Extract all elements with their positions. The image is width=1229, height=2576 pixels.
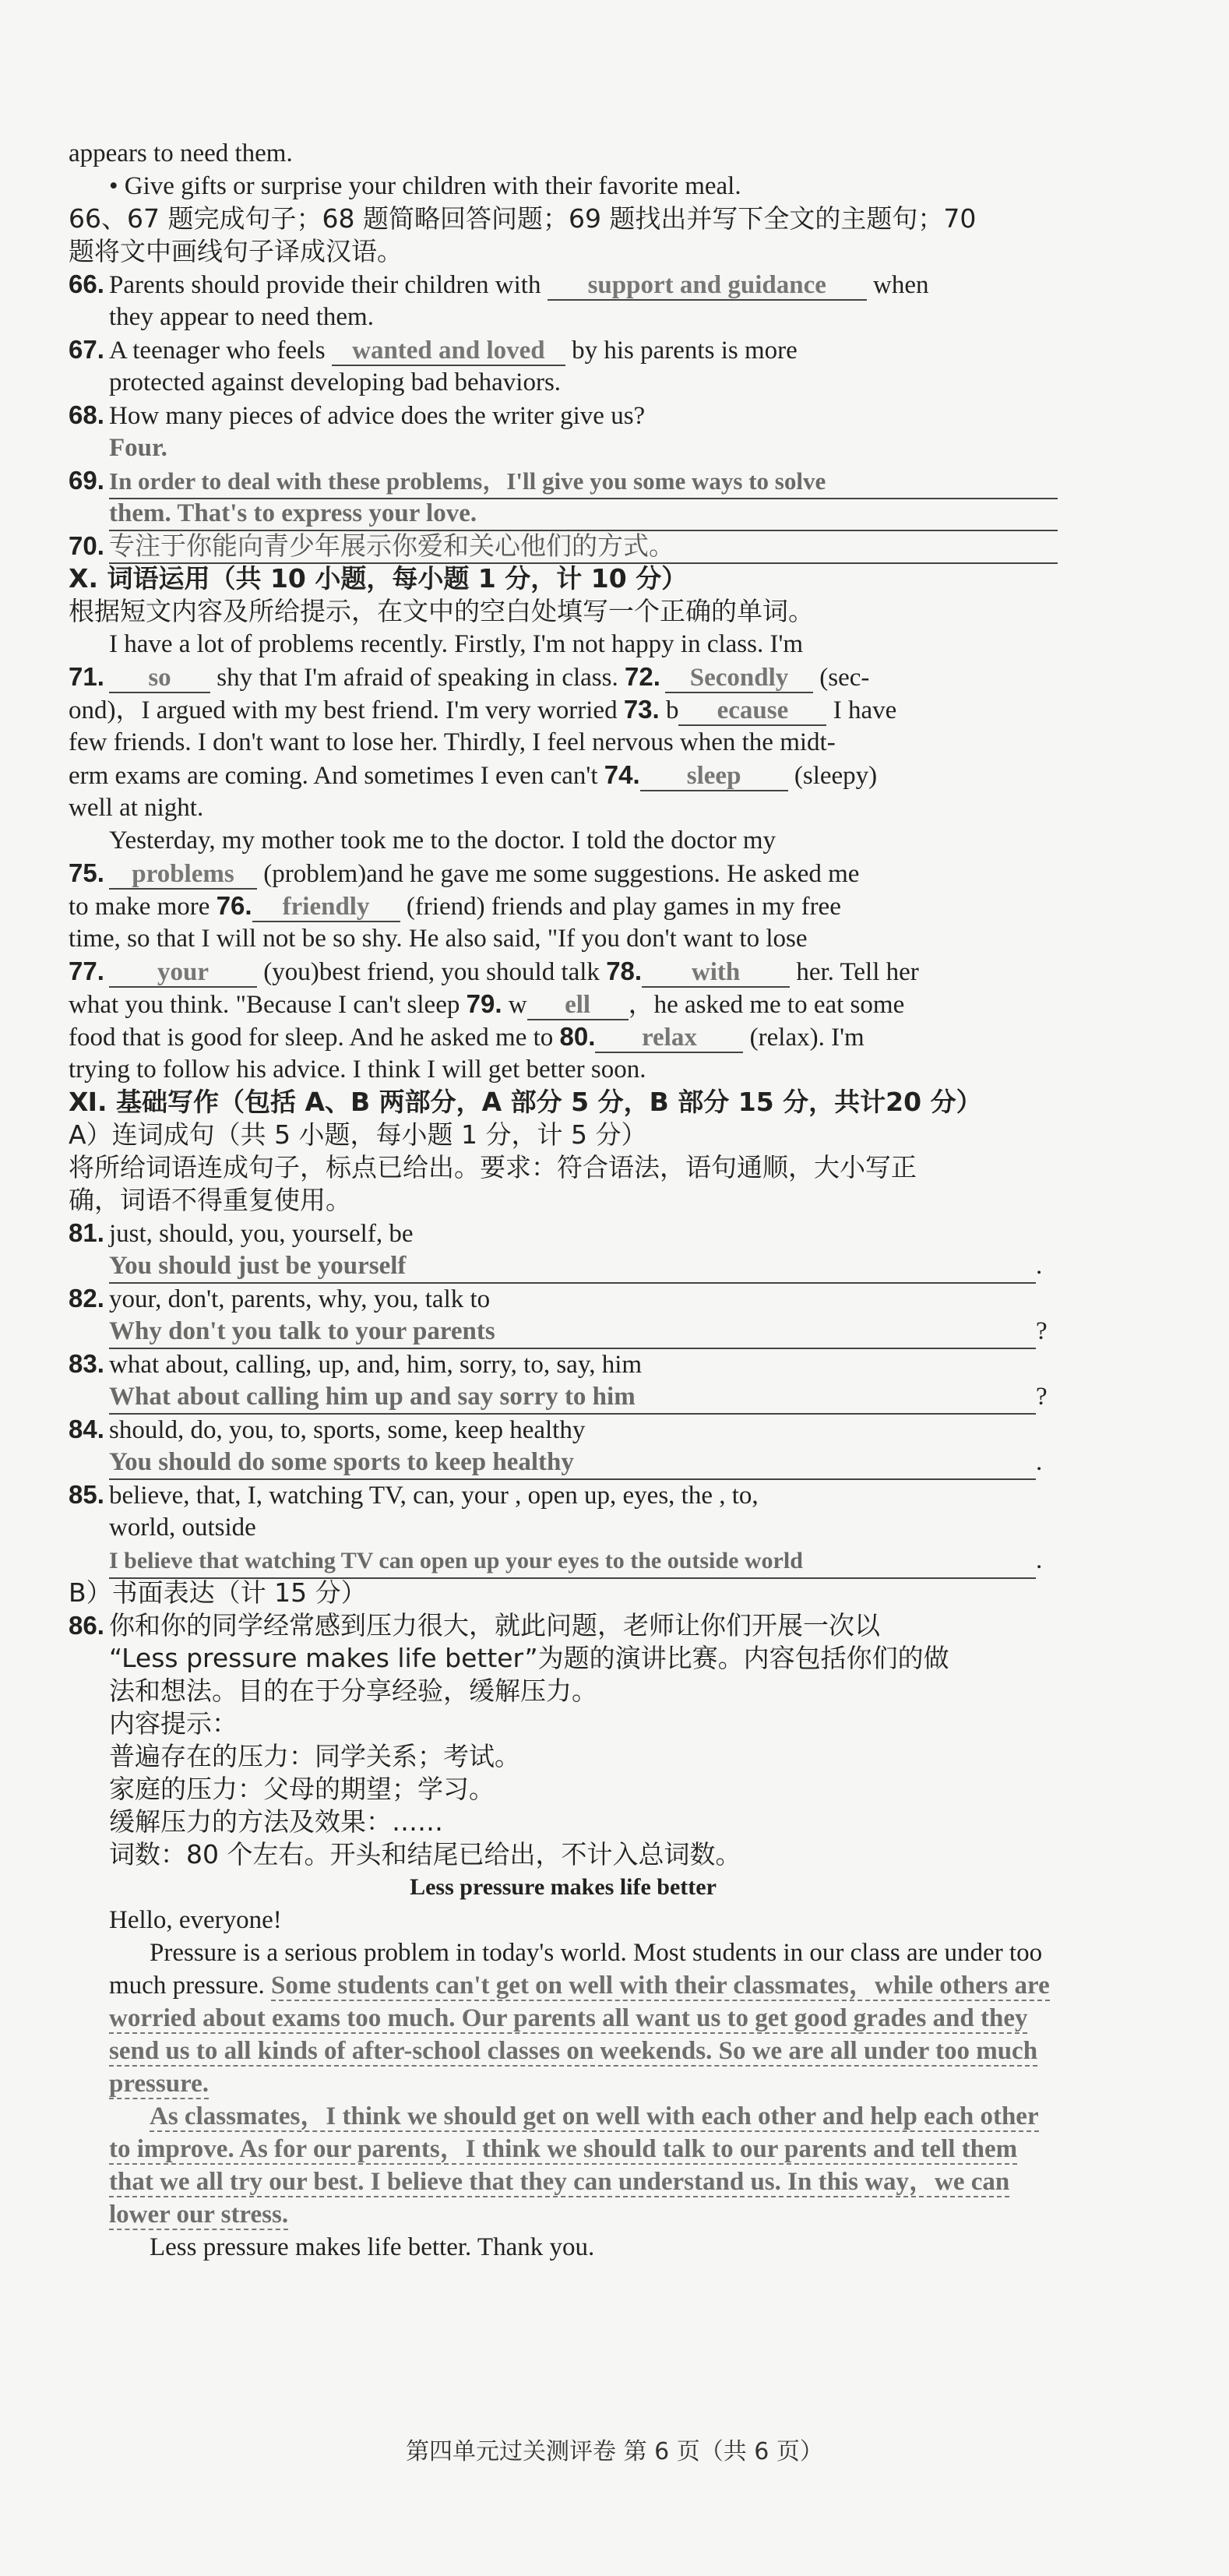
question-67 (69, 333, 1058, 366)
question-text: 普遍存在的压力：同学关系；考试。 (109, 1741, 520, 1771)
question-number: 71. (69, 662, 104, 691)
question-70 (69, 530, 1058, 562)
question-number: 83. (69, 1349, 104, 1378)
text-line (69, 759, 1058, 791)
answer-text[interactable]: You should just be yourself (109, 1249, 1036, 1284)
answer-line (69, 1249, 1058, 1282)
text: (sleepy) (794, 762, 878, 790)
answer-text[interactable]: What about calling him up and say sorry to him (109, 1380, 1036, 1415)
question-82 (69, 1282, 1058, 1315)
text: (problem)and he gave me some suggestions. He asked me (263, 860, 860, 888)
text: 66、67 题完成句子；68 题简略回答问题；69 题找出并写下全文的主题句；70 (69, 203, 977, 234)
answer-text[interactable]: them. That's to express your love. (109, 497, 1058, 531)
instruction (69, 595, 1058, 628)
question-number: 86. (69, 1611, 104, 1640)
text: Ⅹ. 词语运用（共 10 小题，每小题 1 分，计 10 分） (69, 563, 688, 594)
text: • Give gifts or surprise your children with their favorite meal. (109, 172, 741, 200)
text-line (69, 1675, 1058, 1707)
answer-line (69, 1446, 1058, 1478)
text-line (69, 170, 1058, 203)
punctuation: . (1036, 1546, 1043, 1574)
punctuation: ? (1036, 1317, 1048, 1345)
question-number: 75. (69, 858, 104, 887)
answer-blank[interactable]: with (642, 958, 790, 988)
part-title (69, 1119, 1058, 1151)
question-number: 78. (606, 957, 643, 985)
text: Pressure is a serious problem in today's world. Most students in our class are under too much pressure. (109, 1939, 1043, 2000)
section-title (69, 1086, 1058, 1119)
text: appears to need them. (69, 139, 293, 167)
answer-blank[interactable]: relax (595, 1024, 743, 1053)
answer-line (69, 1380, 1058, 1413)
text: b (665, 696, 679, 724)
question-number: 81. (69, 1218, 104, 1247)
text: 题将文中画线句子译成汉语。 (69, 236, 403, 266)
question-text: just, should, you, yourself, be (109, 1220, 414, 1248)
question-69 (69, 464, 1058, 497)
answer-blank[interactable]: support and guidance (548, 271, 867, 301)
text-line (69, 857, 1058, 890)
answer-blank[interactable]: friendly (252, 893, 400, 922)
question-text: A teenager who feels (109, 337, 326, 365)
page-footer (0, 2432, 1229, 2466)
punctuation: ? (1036, 1383, 1048, 1411)
answer-text[interactable]: In order to deal with these problems，I'll give you some ways to solve (109, 465, 1058, 499)
text: Yesterday, my mother took me to the doctor. I told the doctor my (109, 826, 776, 855)
text: time, so that I will not be so shy. He also said, "If you don't want to lose (69, 925, 808, 953)
text-line (69, 1838, 1058, 1871)
text: (sec- (819, 664, 870, 692)
answer-blank[interactable]: your (109, 958, 257, 988)
text: Less pressure makes life better. Thank you. (150, 2233, 595, 2261)
punctuation: . (1036, 1252, 1043, 1280)
question-text: 家庭的压力：父母的期望；学习。 (109, 1774, 495, 1804)
instruction (69, 1151, 1058, 1184)
instruction (69, 203, 1058, 235)
question-text: believe, that, I, watching TV, can, your , open up, eyes, the , to, (109, 1482, 759, 1510)
answer-blank[interactable]: wanted and loved (332, 337, 565, 366)
question-number: 69. (69, 466, 104, 495)
text: Less pressure makes life better (410, 1874, 717, 1900)
text: w (508, 991, 527, 1019)
text-line (69, 1707, 1058, 1740)
text: ，he asked me to eat some (628, 991, 905, 1019)
text-line (69, 301, 1058, 333)
question-text: should, do, you, to, sports, some, keep healthy (109, 1416, 586, 1444)
answer-blank[interactable]: so (109, 664, 210, 693)
question-text: 内容提示： (109, 1708, 238, 1739)
essay-paragraph (109, 2100, 1058, 2231)
text-line (69, 824, 1058, 857)
question-text: when (872, 271, 929, 299)
instruction (69, 235, 1058, 268)
text: what you think. "Because I can't sleep (69, 991, 460, 1019)
instruction (69, 1184, 1058, 1217)
question-text: Parents should provide their children with (109, 271, 541, 299)
text: (you)best friend, you should talk (263, 958, 600, 986)
question-number: 74. (604, 760, 640, 789)
text-line (69, 1740, 1058, 1773)
text: her. Tell her (796, 958, 919, 986)
text: (friend) friends and play games in my free (406, 893, 841, 921)
text: 确，词语不得重复使用。 (69, 1185, 351, 1215)
question-number: 84. (69, 1415, 104, 1443)
text-line (69, 726, 1058, 759)
text: Hello, everyone! (109, 1906, 282, 1934)
question-number: 67. (69, 335, 104, 364)
question-text: what about, calling, up, and, him, sorry, to, say, him (109, 1351, 643, 1379)
question-number: 77. (69, 957, 104, 985)
question-text: by his parents is more (572, 337, 798, 365)
answer-text[interactable]: I believe that watching TV can open up your eyes to the outside world (109, 1545, 1036, 1579)
question-text: 法和想法。目的在于分享经验，缓解压力。 (109, 1676, 597, 1706)
answer-text[interactable]: Four. (109, 434, 167, 462)
answer-blank[interactable]: ell (527, 991, 629, 1020)
section-title (69, 562, 1058, 595)
text: 将所给词语连成句子，标点已给出。要求：符合语法，语句通顺，大小写正 (69, 1152, 917, 1182)
text-line (69, 366, 1058, 399)
question-text: they appear to need them. (109, 303, 374, 331)
text: erm exams are coming. And sometimes I even can't (69, 762, 598, 790)
question-number: 73. (623, 695, 660, 724)
essay-closing (109, 2231, 1058, 2264)
answer-text[interactable]: As classmates，I think we should get on well with each other and help each other to improve. As for our parents，I think we should talk to our parents and tell them that we all try our best. I believe that they can understand us. In this way，we can lower our stress. (109, 2102, 1039, 2229)
text: Ⅺ. 基础写作（包括 A、B 两部分，A 部分 5 分，B 部分 15 分，共计20 分） (69, 1087, 982, 1117)
text: food that is good for sleep. And he asked me to (69, 1024, 554, 1052)
text-line (69, 988, 1058, 1020)
answer-blank[interactable]: problems (109, 860, 257, 890)
text: shy that I'm afraid of speaking in class. (217, 664, 618, 692)
punctuation: . (1036, 1448, 1043, 1476)
answer-text[interactable]: 专注于你能向青少年展示你爱和关心他们的方式。 (109, 530, 1058, 564)
text: 第四单元过关测评卷 第 6 页（共 6 页） (406, 2438, 823, 2465)
text-line (69, 1806, 1058, 1838)
text: I have a lot of problems recently. Firstly, I'm not happy in class. I'm (109, 630, 804, 658)
part-title (69, 1577, 1058, 1609)
question-text: protected against developing bad behaviors. (109, 368, 562, 396)
question-number: 82. (69, 1284, 104, 1313)
text-line (69, 693, 1058, 726)
essay-title (69, 1871, 1058, 1904)
question-86 (69, 1609, 1058, 1642)
question-68 (69, 399, 1058, 432)
question-text: 你和你的同学经常感到压力很大，就此问题，老师让你们开展一次以 (109, 1610, 880, 1640)
question-number: 79. (466, 989, 502, 1018)
answer-line (69, 432, 1058, 464)
text-line (69, 1511, 1058, 1544)
question-84 (69, 1413, 1058, 1446)
essay-greeting (109, 1904, 1058, 1936)
text: (relax). I'm (749, 1024, 865, 1052)
question-text: world, outside (109, 1514, 256, 1542)
text: few friends. I don't want to lose her. Thirdly, I feel nervous when the midt- (69, 728, 836, 756)
text-line (69, 922, 1058, 955)
text-line (69, 137, 1058, 170)
question-number: 76. (216, 891, 252, 920)
question-text: 词数：80 个左右。开头和结尾已给出，不计入总词数。 (109, 1839, 741, 1869)
question-text: 缓解压力的方法及效果：…… (109, 1806, 443, 1837)
text: 根据短文内容及所给提示，在文中的空白处填写一个正确的单词。 (69, 596, 814, 626)
answer-blank[interactable]: Secondly (665, 664, 813, 693)
question-81 (69, 1217, 1058, 1249)
question-number: 68. (69, 400, 104, 429)
text-line (69, 890, 1058, 922)
worksheet-page (69, 137, 1058, 2264)
answer-line (69, 497, 1058, 530)
question-number: 66. (69, 270, 104, 298)
text-line (69, 1020, 1058, 1053)
question-number: 72. (624, 662, 660, 691)
text-line (69, 628, 1058, 661)
question-number: 85. (69, 1480, 104, 1509)
answer-text[interactable]: Some students can't get on well with their classmates，while others are worried about exams too much. Our parents all want us to get good grades and they send us to all kinds of after-school classes on weekends. So we are all under too much pressure. (109, 1972, 1050, 2098)
answer-line (69, 1315, 1058, 1348)
answer-text[interactable]: Why don't you talk to your parents (109, 1315, 1036, 1349)
answer-blank[interactable]: sleep (640, 762, 788, 791)
question-number: 70. (69, 531, 104, 560)
text-line (69, 1053, 1058, 1086)
question-number: 80. (559, 1022, 596, 1051)
question-text: “Less pressure makes life better”为题的演讲比赛。内容包括你们的做 (109, 1643, 949, 1673)
text-line (69, 791, 1058, 824)
answer-blank[interactable]: ecause (678, 696, 826, 726)
text-line (69, 661, 1058, 693)
text: well at night. (69, 794, 204, 822)
question-66 (69, 268, 1058, 301)
essay-body (69, 1904, 1058, 2264)
text-line (69, 1642, 1058, 1675)
text: ond)，I argued with my best friend. I'm very worried (69, 696, 618, 724)
question-text: How many pieces of advice does the writer give us? (109, 402, 646, 430)
question-83 (69, 1348, 1058, 1380)
answer-line (69, 1544, 1058, 1577)
text: to make more (69, 893, 210, 921)
answer-text[interactable]: You should do some sports to keep healthy (109, 1446, 1036, 1480)
essay-paragraph (109, 1936, 1058, 2100)
text: A）连词成句（共 5 小题，每小题 1 分，计 5 分） (69, 1119, 647, 1150)
text-line (69, 1773, 1058, 1806)
question-text: your, don't, parents, why, you, talk to (109, 1285, 491, 1313)
text: trying to follow his advice. I think I will get better soon. (69, 1055, 646, 1084)
text: I have (833, 696, 897, 724)
question-85 (69, 1478, 1058, 1511)
text-line (69, 955, 1058, 988)
text: B）书面表达（计 15 分） (69, 1577, 367, 1608)
